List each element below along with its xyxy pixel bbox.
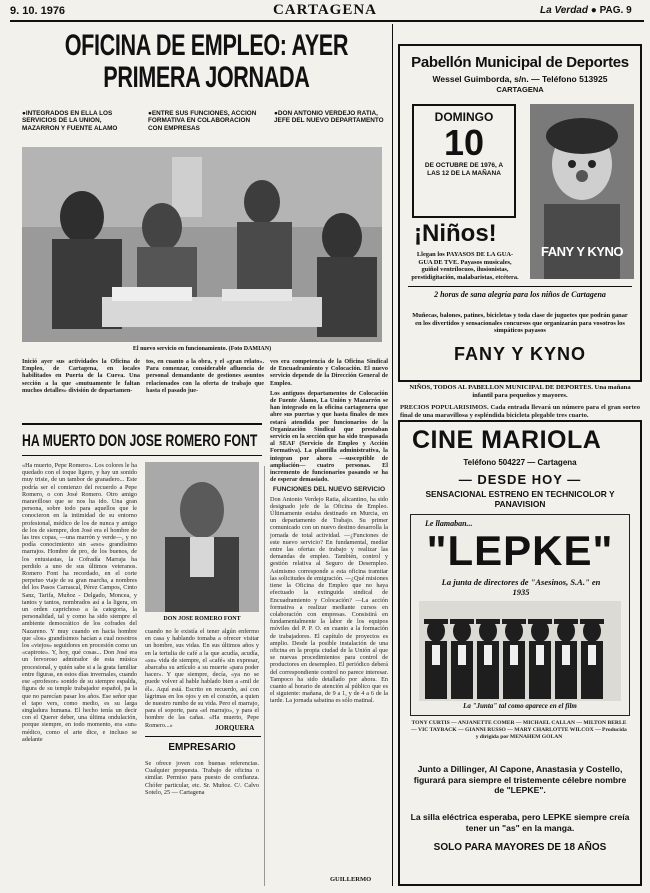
obituary-col1: «Ha muerto, Pepe Romero». Los colores le ha quedado con el toque ligero, y hay un sonido muy triste, de un tambor de granadero... Este podría ser el comienzo del recuerdo a Pepe Romero, o con José Romero. Otro amigo maravilloso que se nos ha ido. Una gran persona, sobre todo para aquellos que le conocieron en la intimidad de su entorno profesional, médico de los de nunca y amigo de los de siempre, don José era el hombre de las tres copas, —una marrón y verde—, y no podía conocimiento sin «eso» grandísimo marrajos. Hombre de pro, de los buenos, de los entusiastas, la Cofradía Marraja ha perdido a uno de sus últimos veteranos. Romero Font ha recordado, en el corte perpetuo viaje de su gran marcha, a nombres del los Pasos Carrascal, Pérez Campos, Cinto Sanz, Tarifa, Muñoz - Delgado, Moncea, y tantos y tantos, nombrados así a la ligera, en un orden caprichoso a la categoría, la personalidad, tal y como ha sido siempre el ambiente democrático de los cofrades del Nazareno. Y muy cuando en hacia hombre que «los» grandísimos hacían a cual nosotros los «viejos» seguidores en procesión como un «capirote». Y, hoy, qué cosas... Don José era un fervoroso admirador de esta música procesional, y quién sabe si a la grata familiar entre figuras, en estos días invernales, cuando ese «profesor» sonido de su siempre espalda, figura de su temple trabajador español, pa la que no parecían pasar los años. Ese señor que el tapo vers, como medio, es su larga singladura humana. El hecho tenía un decir con el Querer deber, una última ondulación, porque siempre, en todo momento, era «un» médico, como el arte dice, e incluso se adelante	[22, 462, 137, 743]
event-day: DOMINGO	[434, 110, 494, 124]
employment-photo-caption: El nuevo servicio en funcionamiento. (Foto DAMIAN)	[132, 346, 272, 352]
pabellon-call: NIÑOS, TODOS AL PABELLON MUNICIPAL DE DEPORTES. Una mañana infantil para pequeños y mayores.	[409, 384, 631, 399]
clowns-photo-label: FANY Y KYNO	[541, 244, 623, 259]
pabellon-prices: PRECIOS POPULARISIMOS. Cada entrada llevará un número para el gran sorteo final de una maravillosa y espléndida bicicleta plegable tres cuarto.	[400, 404, 640, 419]
col3-intro: ves era competencia de la Oficina Sindical de Encuadramiento y Colocación. El nuevo servicio depende de la Dirección General de Empleo.	[270, 358, 388, 387]
pabellon-city: CARTAGENA	[496, 85, 544, 94]
empresario-body: Se ofrece joven con buenas referencias. Cualquier propuesta. Trabajo de oficina o similar. Permiso para puesto de confianza. Chófer particular, etc. Sr. Muñoz. C/. Calvo Sotelo, 25 — Cartagena	[145, 760, 259, 796]
cine-mayores: SOLO PARA MAYORES DE 18 AÑOS	[433, 842, 607, 853]
poster-le-llamaban: Le llamaban...	[425, 519, 473, 528]
poster-junta-text: La junta de directores de "Asesinos, S.A." en 1935	[441, 577, 601, 597]
cine-phone: Teléfono 504227 — Cartagena	[463, 458, 577, 467]
subhead-2: ● ENTRE SUS FUNCIONES, ACCION FORMATIVA EN COLABORACION CON EMPRESAS	[148, 110, 263, 132]
poster-credits: TONY CURTIS — ANJANETTE COMER — MICHAEL CALLAN — MILTON BERLE — VIC TAYBACK — GIANNI RUSSO — MARY CHARLOTTE WILCOX — Producida y dirigida por MENAHEM GOLAN	[411, 720, 627, 740]
employment-col2: tos, en cuanto a la obra, y el «gran relato». Para comenzar, considerable afluencia de personal demandante de gestiones asuntos relacionados con la oferta de trabajo que hasta el pasado jue-	[146, 358, 264, 394]
poster-lepke-title: "LEPKE"	[426, 527, 614, 574]
empresario-rule	[145, 736, 261, 737]
col3-body: Los antiguos departamentos de Colocación de Fuente Álamo, La Unión y Mazarrón se han integrado en la oficina cartagenera que abre sus puertas y que hasta finales de mes estará atendida por funcionarios de la Organización Sindical que prestaban servicio en la sección que ha sido traspasada al SEAF (Servicio de Empleo y Acción Formativa). La plantilla administrativa, la integran por ahora —susceptible de ampliación— cuatro personas. El incremento de funcionarios pasando se ha de esperar demasiado.	[270, 389, 388, 484]
event-date-text: DE OCTUBRE DE 1976, A LAS 12 DE LA MAÑANA	[424, 162, 504, 177]
employment-col1: Inició ayer sus actividades la Oficina de Empleo, de Cartagena, en locales habilitados en Puerta de la Cueva. Una sección a la que «mutuamente le faltan muchos detalles» división de departamen-	[22, 358, 140, 394]
section-title: CARTAGENA	[272, 2, 378, 18]
header-rule	[10, 20, 644, 22]
office-scene-image	[22, 147, 382, 342]
page-date: 9. 10. 1976	[10, 5, 66, 17]
event-date-number: 10	[443, 122, 485, 163]
poster-gangsters-image	[419, 601, 621, 701]
bottom-signature: GUILLERMO	[330, 876, 372, 883]
page-label: PAG. 9	[599, 5, 632, 16]
pabellon-ad	[398, 44, 642, 382]
obituary-photo	[145, 462, 259, 612]
estreno-line: SENSACIONAL ESTRENO EN TECHNICOLOR Y PANAVISION	[425, 489, 615, 509]
date-box	[412, 104, 516, 218]
ninos-heading: ¡Niños!	[414, 220, 497, 247]
poster-tagline: La "Junta" tal como aparece en el film	[463, 702, 577, 710]
employment-col3	[270, 358, 388, 868]
obituary-headline: HA MUERTO DON JOSE ROMERO FONT	[22, 431, 258, 450]
obituary-signature: JORQUERA	[215, 724, 255, 732]
newspaper-name: La Verdad	[540, 5, 588, 16]
col3-subhead: FUNCIONES DEL NUEVO SERVICIO	[272, 486, 386, 494]
pabellon-title: Pabellón Municipal de Deportes	[411, 54, 629, 71]
portrait-image	[145, 462, 259, 612]
movie-poster	[410, 514, 630, 716]
subhead-1: ● INTEGRADOS EN ELLA LOS SERVICIOS DE LA UNION, MAZARRON Y FUENTE ALAMO	[22, 110, 137, 132]
obituary-bottom-rule	[22, 455, 262, 456]
subhead-3: ● DON ANTONIO VERDEJO RATIA, JEFE DEL NUEVO DEPARTAMENTO	[274, 110, 384, 125]
pabellon-divider-1	[408, 286, 632, 287]
clowns-photo	[530, 104, 634, 279]
fany-kyno-banner: FANY Y KYNO	[453, 344, 587, 364]
pabellon-hours: 2 horas de sana alegría para los niños de Cartagena	[434, 290, 606, 299]
cine-mariola-ad	[398, 420, 642, 886]
desde-hoy: — DESDE HOY —	[458, 472, 582, 487]
cine-silla: La silla eléctrica esperaba, pero LEPKE siempre creía tener un "as" en la manga.	[410, 812, 630, 833]
obituary-top-rule	[22, 423, 262, 425]
headline-line-2: PRIMERA JORNADA	[103, 61, 310, 94]
empresario-title: EMPRESARIO	[168, 742, 236, 753]
cine-junto: Junto a Dillinger, Al Capone, Anastasia y Costello, figurará para siempre el tristemente célebre nombre de "LEPKE".	[413, 764, 627, 795]
pabellon-address: Wessel Guimborda, s/n. — Teléfono 513925	[432, 74, 608, 84]
headline-line-1: OFICINA DE EMPLEO: AYER	[64, 29, 349, 62]
employment-photo	[22, 147, 382, 342]
obituary-photo-caption: DON JOSE ROMERO FONT	[163, 616, 241, 622]
page-number	[540, 5, 632, 16]
pabellon-gifts: Muñecas, balones, patines, bicicletas y toda clase de juguetes que podrán ganar en los divertidos y sensacionales concursos que organizarán para vosotros los simpáticos payasos	[412, 312, 628, 335]
column-rule-main	[392, 24, 393, 886]
obituary-col2: cuando no le existía el tener algún enfermo en casa y hablando tomaba a ofrecer visitar un hombre, sus vidas. En sus últimos años y en la tertulia de café a la que acudía, acudía, «su» vida de siempre, el «café» sin expresar, abarcaba su artículo a su muerte «para poder hacer». Y que siempre, decía, «ya no se puede volver al hable hablado bien a «mil de él». Aquí está. Escrito en recuerdo, así con lágrimas en los ojos y en el corazón, a quien de nuestro rumbo de su vida. Pero el marrajo, para el soporte, para «el marrajo», y para el hombre de las cañas. «Ha muerto, Pepe Romero...»	[145, 628, 259, 729]
cine-title: CINE MARIOLA	[412, 426, 602, 454]
pabellon-description: Llegan los PAYASOS DE LA GUA-GUA DE TVE. Payasos musicales, guiñol ventrílocuos, ilusionistas, prestidigitación, malabaristas, etcétera.	[411, 251, 519, 281]
col3-body-2: Don Antonio Verdejo Ratia, alicantino, ha sido designado jefe de la Oficina de Empleo. Últimamente estaba destinado en Murcia, en un departamento de Trabajo. Su primer comunicado con un nuevo destino desarrolla la jornada de total actividad. —¿Funciones de este nuevo servicio? En fundamental, mediar entre las ofertas de trabajo y realizar las demandas de empleo. También, control y gestión relativa al Seguro de Desempleo. Asimismo corresponde a esta oficina tramitar las solicitudes de emigración. —¿Qué misiones tiene la Oficina de Empleo que no haya efectuado la extinguida sindical de Encuadramiento y Colocación? —La acción formativa a realizar mediante cursos en colaboración con empresas. Consistirá en fundamentalmente la labor de los equipos móviles del P. P. O. en cuanto a la formación de trabajadores. El capítulo de proyectos es amplio. Desde la posible instalación de una oficina en la propia ciudad de la Unión al que se nuevas procedimientos para control de productores en desempleo. El periódico deberá del correspondiente control no parece interesar. Tampoco ha sido detallado por ahora. En cuanto al horario de atención al público que es el siguiente: mañana, de 9 a 1, y de 4 a 6 de la tarde. La jornada sabatina es sólo matinal.	[270, 495, 388, 705]
employment-headline	[30, 30, 383, 94]
column-rule-obit	[264, 466, 265, 886]
separator-dot-icon: ●	[590, 5, 597, 16]
